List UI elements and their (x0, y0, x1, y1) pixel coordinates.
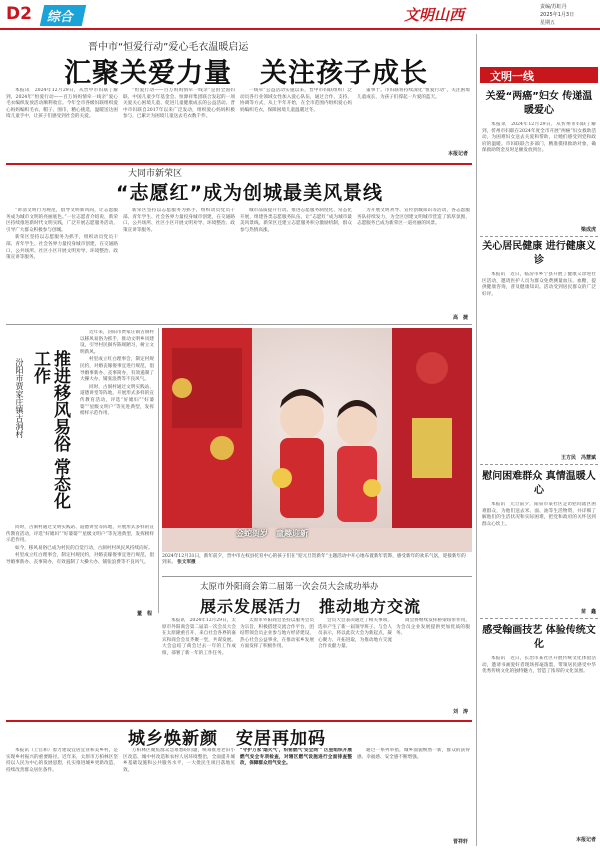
divider (6, 324, 472, 325)
brand-logo: 文明山西 (404, 6, 465, 24)
sidebar-item-title: 感受翰画技艺 体验传统文化 (482, 625, 596, 650)
divider (162, 576, 472, 577)
divider (6, 720, 472, 722)
divider (6, 163, 472, 165)
divider (480, 236, 598, 237)
business-col-4: 商会将继续发挥桥梁纽带作用，为会员企业发展提供更加优质的服务。 (396, 618, 470, 637)
divider (480, 618, 598, 619)
yiwu-col-right: 近年来，汾阳市贾家庄镇古洞村以移风易俗为抓手，推动文明乡风建设，引导村民摒弃陈规陋习，树立文明新风。 村里成立红白理事会，制定村规民约，对婚丧嫁娶事宜进行规范，倡导婚事新办、丧事简办，有效遏制了大操大办、铺张浪费等不良风气。 同时，古洞村通过文明实践站、道德讲堂等阵地，开展形式多样的宣传教育活动，评选“好媳妇”“好婆婆”“星级文明户”等先进典型，发挥榜样示范作用。 (80, 330, 154, 417)
sidebar-byline: 本报记者 (575, 837, 596, 843)
volunteer-col-4: 为开展文明劝导、宣传创城知识等活动，各志愿服务队持续发力，为全区创建文明城市营造了浓厚氛围，志愿服务已成为新荣区一道亮丽的风景。 (357, 208, 470, 227)
section-tag: 综合 (40, 5, 86, 26)
renewal-col-3: “守护万家‘烟火气’，织密燃气‘安全网’” 区里组织开展燃气安全专项检查，对辖区燃气设施进行全面排查整改，保障群众用气安全。 (240, 748, 352, 767)
photo-image (162, 328, 472, 552)
masthead (0, 0, 600, 30)
yiwu-col-bottom: 同时，古洞村通过文明实践站、道德讲堂等阵地，开展形式多样的宣传教育活动，评选“好媳妇”“好婆婆”“星级文明户”等先进典型，发挥榜样示范作用。 如今，移风易俗已成为村民的自觉行动，古洞村村风民风持续向好。 村里成立红白理事会，制定村规民约，对婚丧嫁娶事宜进行规范，倡导婚事新办、丧事简办，有效遏制了大操大办、铺张浪费等不良风气。 (6, 525, 154, 565)
business-col-2: 太原市外阳商会坚持以服务会员为宗旨，积极搭建交流合作平台，团结带领会员企业参与地方经济建设，热心社会公益事业，在推动家乡发展方面发挥了积极作用。 (240, 618, 314, 650)
volunteer-col-2: 新荣区坚持以志愿服务为抓手，组织动员党员干部、青年学生、社会各界力量投身城市创建，在交通路口、公共场所、社区小区开展文明劝导、环境整治、政策宣讲等服务。 (123, 208, 235, 233)
sidebar-header: 文明一线 (480, 67, 598, 83)
volunteer-headline: “志愿红”成为创城最美风景线 (116, 182, 383, 204)
renewal-col-2: 万柏林区聚焦群众急难愁盼问题，统筹推进老旧小区改造、城中村改造和农村人居环境整治，全面提升城乡基础设施和公共服务水平，一大批民生项目落地见效。 (123, 748, 235, 773)
volunteer-kicker: 大同市新荣区 (128, 169, 183, 179)
sidebar-item-body: 本报讯 近日，长治市某社区开展传统文化体验活动，邀请书画爱好者现场挥毫泼墨，带领居民感受中华优秀传统文化的独特魅力，营造了浓厚的文化氛围。 (482, 656, 596, 675)
news-photo (162, 328, 472, 552)
photo-overlay-title: 金蛇贺岁 童趣迎新 (236, 529, 308, 538)
yiwu-vertical-title: 推进移风易俗 常态化工作 (30, 350, 70, 509)
photo-caption: 2024年12月31日，新年前夕，晋中市左权县托育中心的孩子们在“迎元旦贺新年”主题活动中开心地布置新年装饰，感受新年的欢乐气氛，迎接新年的到来。 张文军摄 (162, 554, 466, 566)
sidebar-item-title: 慰问困难群众 真情温暖人心 (482, 471, 596, 496)
volunteer-col-3: 城市品质提升行动。推进志愿服务制度化、常态化开展，组建各类志愿服务队伍，让“志愿红”成为城市最美风景线。新荣区还建立志愿服务积分激励机制，群众参与热情高涨。 (240, 208, 352, 233)
sidebar-item-body: 本报讯 近日，临汾市乡宁县开展了健康义诊进社区活动，邀请医护人员为群众免费测量血压、血糖，提供健康咨询，普及健康知识。活动受到居民群众的广泛好评。 (482, 272, 596, 297)
sidebar-item-title: 关心居民健康 进行健康义诊 (482, 241, 596, 266)
lead-col-1: 本报讯 2024年12月29日，从晋中市妇联了解到，2024年“恒爱行动——百万妈妈情牵一线亲”爱心毛衣编织发放活动顺利收官。今年全市各级妇联组织爱心妈妈编织毛衣、帽子、围巾，精心挑选，温暖送达困境儿童手中，让孩子们感受到社会的关爱。 (6, 88, 118, 120)
renewal-byline: 晋祥轩 (452, 839, 468, 845)
divider (476, 34, 477, 846)
sidebar-item-body: 本报讯 2024年12月29日，从忻州市妇联了解到，忻州市妇联在2024年度全市开展“两癌”妇女救助活动，为困难妇女送去关爱和帮助，让她们感受到党和政府的温暖。市妇联联合多部门，精准摸排救助对象，确保救助资金及时足额发放到位。 (482, 122, 596, 154)
sidebar-byline: 王方民 冯慧斌 (560, 455, 596, 461)
business-headline: 展示发展活力 推动地方交流 (200, 597, 422, 616)
divider (480, 464, 598, 465)
renewal-headline: 城乡焕新颜 安居再加码 (128, 729, 326, 749)
renewal-col-4: 通过一系列举措，城乡面貌焕然一新，群众的获得感、幸福感、安全感不断增强。 (357, 748, 470, 760)
sidebar-byline: 苗 鑫 (580, 609, 596, 615)
volunteer-col-1: “讲清文明行为规范，倡导文明新风尚，让志愿服务成为城市文明的亮丽底色。”一位志愿者介绍说，新荣区持续推进新时代文明实践，广泛开展志愿服务活动，引导广大群众积极参与创城。 新荣区坚持以志愿服务为抓手，组织动员党员干部、青年学生、社会各界力量投身城市创建，在交通路口、公共场所、社区小区开展文明劝导、环境整治、政策宣讲等服务。 (6, 208, 118, 261)
sidebar-byline: 梁成虎 (580, 227, 596, 233)
lead-kicker: 晋中市“恒爱行动”爱心毛衣温暖启运 (88, 42, 249, 53)
masthead-info: 责编/苏虹丹 2025年1月3日 星期五 (540, 4, 575, 26)
divider (158, 328, 159, 613)
sidebar-item-title: 关爱“两癌”妇女 传递温暖爱心 (485, 91, 593, 116)
lead-col-4: 董事于。市妇联将持续深化“恒爱行动”，关注困境儿童成长，为孩子们撑起一片爱的蓝天。 (357, 88, 470, 100)
page-number: D2 (6, 4, 32, 24)
lead-byline: 本报记者 (447, 151, 468, 157)
volunteer-byline: 高 捷 (452, 315, 468, 321)
lead-col-3: 一线牵”公益活动实施以来，晋中市妇联组织广泛动员各行业领域女性加入爱心队伍，通过合作、支持、协调等方式，从上半年开始，在全市范围内组织爱心妈妈编织毛衣，保障困境儿童温暖过冬。 (240, 88, 352, 113)
yiwu-byline: 董 程 (136, 611, 152, 617)
renewal-col-1: 本报讯（上官和）着力建设宜居宜业和美乡村，是实现乡村振兴的重要路径。近年来，太原市万柏林区坚持以人民为中心的发展思想，扎实推进城乡更新改造，持续改善群众居住条件。 (6, 748, 118, 773)
business-col-3: 会员大会表决通过了相关事项，选举产生了新一届领导班子。与会人员表示，将以此次大会为新起点，凝心聚力、开拓进取，为推动地方交流合作贡献力量。 (318, 618, 392, 650)
business-kicker: 太原市外阳商会第二届第一次会员大会成功举办 (200, 582, 379, 592)
lead-col-2: “恒爱行动——百万妈妈情牵一线亲”是由全国妇联、中国儿童少年基金会、恒源祥集团联合发起的一项关爱关心困境儿童、促进儿童健康成长的公益活动。晋中市妇联自2017年以来广泛发动，组织爱心妈妈积极参与，已累计为困境儿童送去毛衣数千件。 (123, 88, 235, 120)
lead-headline: 汇聚关爱力量 关注孩子成长 (64, 58, 428, 89)
business-col-1: 本报讯 2024年12月29日，太原市外阳商会第二届第一次会员大会在太原隆重召开，来自社会各界的嘉宾和商会会员齐聚一堂，共谋发展。大会总结了商会过去一年的工作成绩，部署了新一年的工作任务。 (162, 618, 236, 656)
business-byline: 刘 涛 (452, 709, 468, 715)
sidebar-item-body: 本报讯 元旦前夕，阳泉市某社区走访慰问辖区困难群众，为他们送去米、面、油等生活物资，并详细了解他们的生活状况和实际困难，把党和政府的关怀送到群众心坎上。 (482, 502, 596, 527)
yiwu-vertical-subtitle: 汾阳市贾家庄镇古洞村 (15, 358, 24, 438)
